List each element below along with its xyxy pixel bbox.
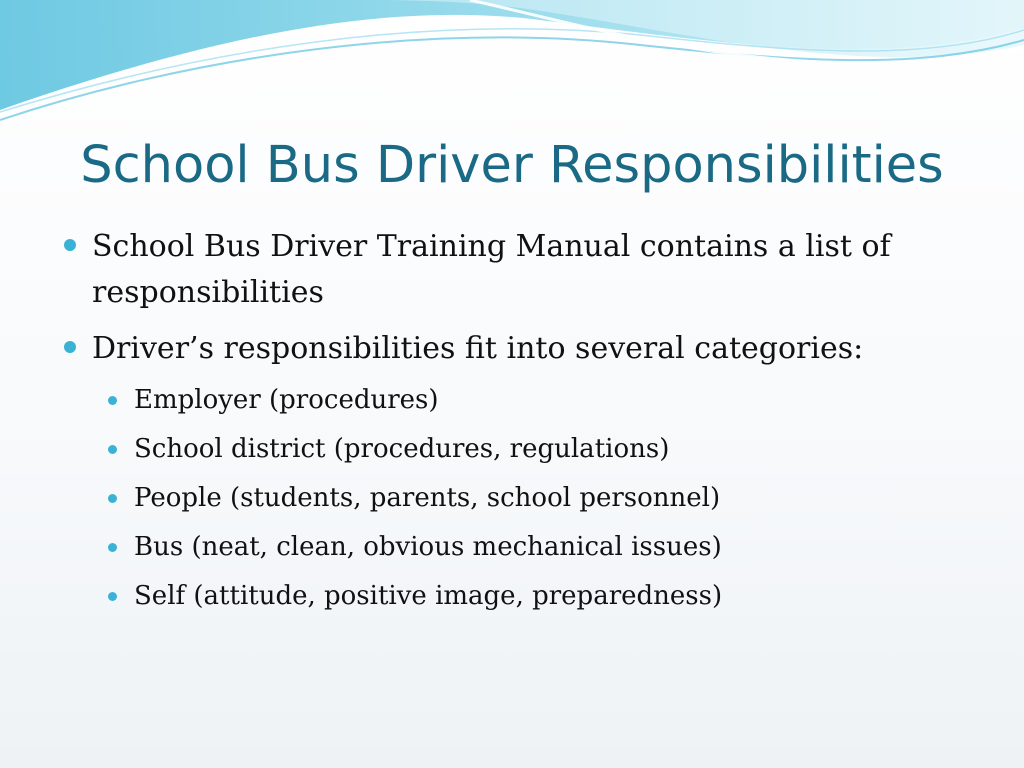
sub-bullet-item	[62, 431, 962, 467]
bullet-item	[62, 224, 962, 316]
sub-bullet-text: People (students, parents, school personnel)	[134, 483, 721, 513]
sub-bullet-dot-icon	[108, 396, 117, 405]
decorative-wave-banner	[0, 0, 1024, 130]
bullet-item	[62, 326, 962, 372]
bullet-text: Driver’s responsibilities fit into several categories:	[92, 331, 864, 366]
sub-bullet-dot-icon	[108, 592, 117, 601]
bullet-text: School Bus Driver Training Manual contains a list of responsibilities	[92, 229, 891, 310]
sub-bullet-dot-icon	[108, 543, 117, 552]
sub-bullet-dot-icon	[108, 445, 117, 454]
sub-bullet-item	[62, 382, 962, 418]
sub-bullet-item	[62, 529, 962, 565]
sub-bullet-text: Bus (neat, clean, obvious mechanical issues)	[134, 532, 722, 562]
sub-bullet-dot-icon	[108, 494, 117, 503]
sub-bullet-item	[62, 578, 962, 614]
bullet-list	[62, 224, 962, 627]
slide-title: School Bus Driver Responsibilities	[80, 136, 944, 195]
sub-bullet-item	[62, 480, 962, 516]
sub-bullet-text: School district (procedures, regulations)	[134, 434, 670, 464]
sub-bullet-text: Self (attitude, positive image, preparedness)	[134, 581, 723, 611]
sub-bullet-text: Employer (procedures)	[134, 385, 439, 415]
bullet-dot-icon	[64, 341, 76, 353]
bullet-dot-icon	[64, 239, 76, 251]
